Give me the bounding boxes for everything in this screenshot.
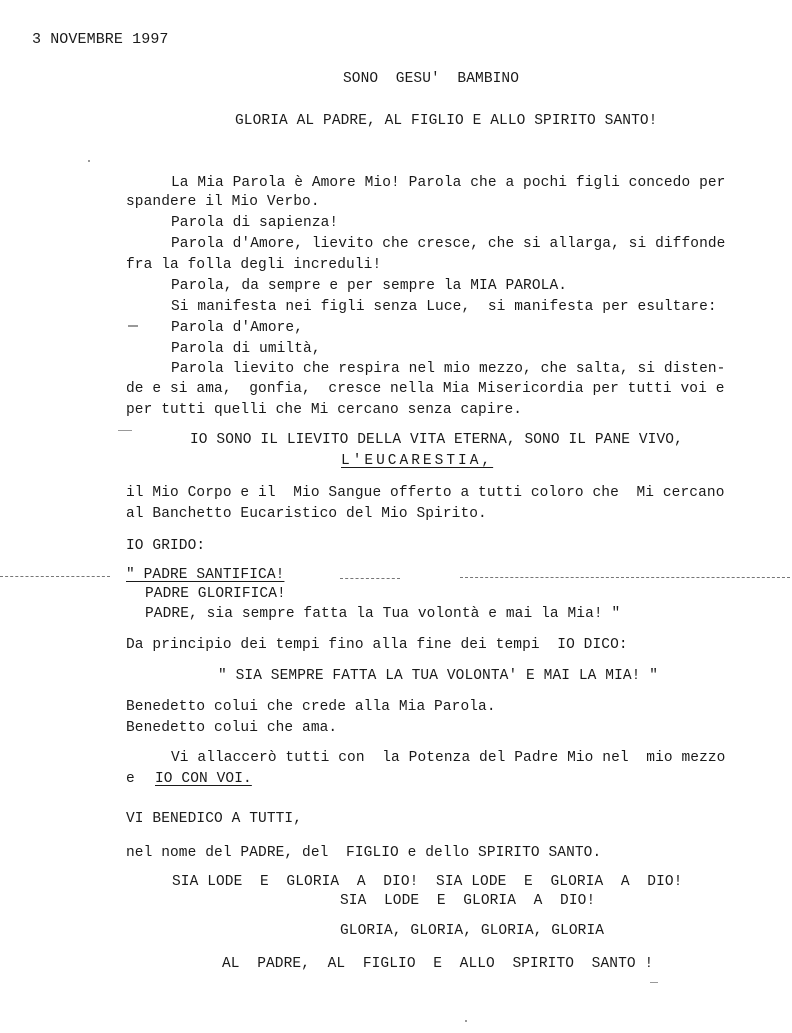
lode-line: SIA LODE E GLORIA A DIO! SIA LODE E GLORIA A DIO! bbox=[172, 874, 683, 890]
document-date: 3 NOVEMBRE 1997 bbox=[32, 31, 169, 48]
scan-speck bbox=[650, 982, 658, 983]
closing-line: AL PADRE, AL FIGLIO E ALLO SPIRITO SANTO ! bbox=[222, 956, 654, 972]
scan-speck bbox=[88, 160, 90, 162]
body-line: Si manifesta nei figli senza Luce, si manifesta per esultare: bbox=[171, 299, 717, 315]
body-line: Benedetto colui che crede alla Mia Parola. bbox=[126, 699, 496, 715]
body-line: Parola d'Amore, lievito che cresce, che si allarga, si diffonde bbox=[171, 236, 726, 252]
body-line: de e si ama, gonfia, cresce nella Mia Misericordia per tutti voi e bbox=[126, 381, 725, 397]
body-line: e bbox=[126, 771, 135, 787]
scan-speck bbox=[118, 430, 132, 431]
body-line: Parola di umiltà, bbox=[171, 341, 321, 357]
body-line: il Mio Corpo e il Mio Sangue offerto a tutti coloro che Mi cercano bbox=[126, 485, 725, 501]
body-line: Parola di sapienza! bbox=[171, 215, 339, 231]
eucarestia-heading: L'EUCARESTIA, bbox=[341, 453, 494, 469]
scan-dash-mid bbox=[340, 578, 400, 579]
document-subtitle: GLORIA AL PADRE, AL FIGLIO E ALLO SPIRITO SANTO! bbox=[235, 113, 658, 129]
gloria-line: GLORIA, GLORIA, GLORIA, GLORIA bbox=[340, 923, 605, 939]
scan-dash-right bbox=[460, 577, 790, 578]
body-line: Benedetto colui che ama. bbox=[126, 720, 338, 736]
scan-speck bbox=[128, 325, 138, 327]
grido-line: IO GRIDO: bbox=[126, 538, 206, 554]
body-line: Parola, da sempre e per sempre la MIA PAROLA. bbox=[171, 278, 568, 294]
body-line: spandere il Mio Verbo. bbox=[126, 194, 320, 210]
body-line: al Banchetto Eucaristico del Mio Spirito. bbox=[126, 506, 487, 522]
body-line: La Mia Parola è Amore Mio! Parola che a pochi figli concedo per bbox=[171, 175, 726, 191]
io-con-voi: IO CON VOI. bbox=[155, 771, 252, 787]
nel-nome-line: nel nome del PADRE, del FIGLIO e dello SPIRITO SANTO. bbox=[126, 845, 602, 861]
lode-line: SIA LODE E GLORIA A DIO! bbox=[340, 893, 596, 909]
vi-benedico-line: VI BENEDICO A TUTTI, bbox=[126, 811, 303, 827]
body-line: Parola lievito che respira nel mio mezzo, che salta, si disten- bbox=[171, 361, 726, 377]
body-line: Parola d'Amore, bbox=[171, 320, 304, 336]
lievito-line: IO SONO IL LIEVITO DELLA VITA ETERNA, SONO IL PANE VIVO, bbox=[190, 432, 683, 448]
volonta-line: " SIA SEMPRE FATTA LA TUA VOLONTA' E MAI LA MIA! " bbox=[218, 668, 659, 684]
principio-line: Da principio dei tempi fino alla fine dei tempi IO DICO: bbox=[126, 637, 628, 653]
scan-speck bbox=[465, 1020, 467, 1022]
body-line: fra la folla degli increduli! bbox=[126, 257, 382, 273]
document-title: SONO GESU' BAMBINO bbox=[343, 71, 520, 87]
body-line: per tutti quelli che Mi cercano senza capire. bbox=[126, 402, 523, 418]
body-line: Vi allaccerò tutti con la Potenza del Padre Mio nel mio mezzo bbox=[171, 750, 726, 766]
prayer-line: PADRE GLORIFICA! bbox=[145, 586, 286, 602]
scan-dash-left bbox=[0, 576, 110, 577]
prayer-line: PADRE, sia sempre fatta la Tua volontà e mai la Mia! " bbox=[145, 606, 621, 622]
prayer-line: " PADRE SANTIFICA! bbox=[126, 567, 285, 583]
